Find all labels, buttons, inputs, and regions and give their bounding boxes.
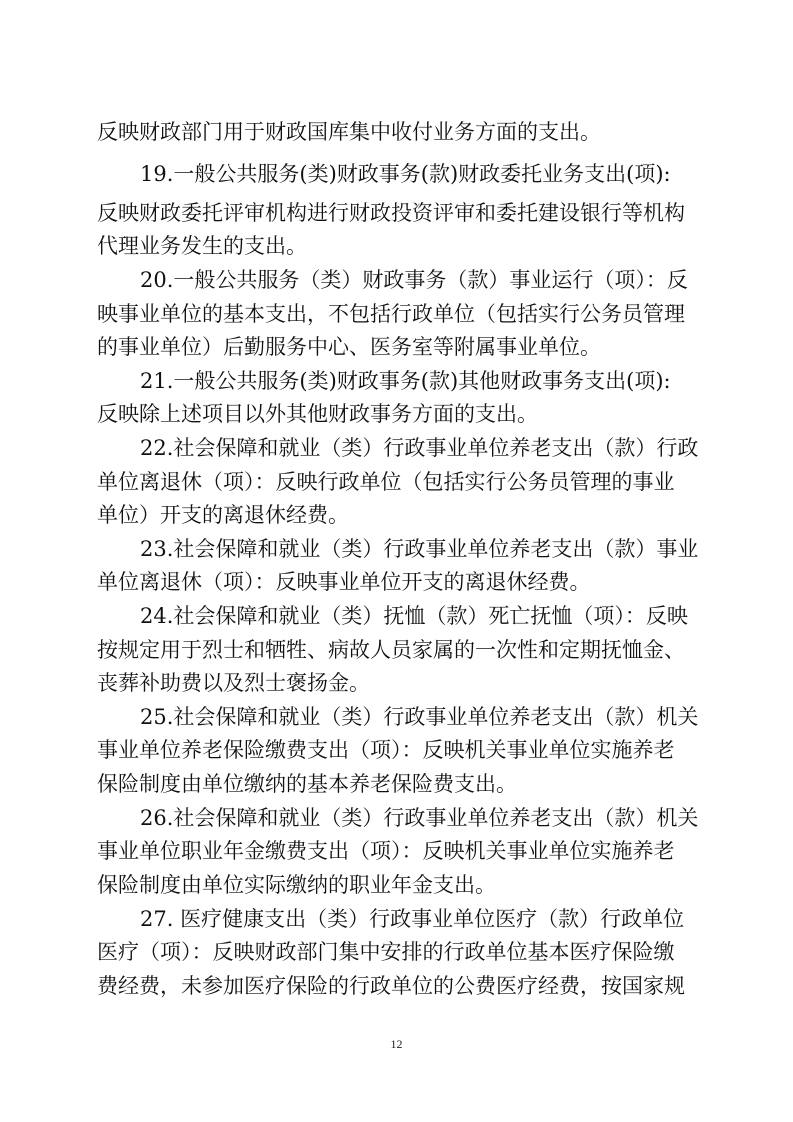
text-line: 保险制度由单位实际缴纳的职业年金支出。 [97,873,496,897]
text-line: 22.社会保障和就业（类）行政事业单位养老支出（款）行政 [140,436,699,460]
text-line: 事业单位职业年金缴费支出（项）：反映机关事业单位实施养老 [97,839,675,863]
text-line: 费经费，未参加医疗保险的行政单位的公费医疗经费，按国家规 [97,974,685,998]
text-line: 保险制度由单位缴纳的基本养老保险费支出。 [97,772,517,796]
text-line: 医疗（项）：反映财政部门集中安排的行政单位基本医疗保险缴 [97,940,675,964]
text-line: 26.社会保障和就业（类）行政事业单位养老支出（款）机关 [140,806,699,830]
text-line: 24.社会保障和就业（类）抚恤（款）死亡抚恤（项）：反映 [140,604,688,628]
text-line: 反映除上述项目以外其他财政事务方面的支出。 [97,402,538,426]
text-line: 按规定用于烈士和牺牲、病故人员家属的一次性和定期抚恤金、 [97,638,685,662]
text-line: 单位）开支的离退休经费。 [97,503,349,527]
text-line: 21.一般公共服务(类)财政事务(款)其他财政事务支出(项): [140,369,671,393]
text-line: 19.一般公共服务(类)财政事务(款)财政委托业务支出(项): [140,162,671,186]
text-line: 单位离退休（项）：反映事业单位开支的离退休经费。 [97,570,591,594]
text-line: 反映财政委托评审机构进行财政投资评审和委托建设银行等机构 [97,201,685,225]
text-line: 事业单位养老保险缴费支出（项）：反映机关事业单位实施养老 [97,738,675,762]
text-line: 25.社会保障和就业（类）行政事业单位养老支出（款）机关 [140,705,699,729]
text-line: 代理业务发生的支出。 [97,234,307,258]
text-line: 20.一般公共服务（类）财政事务（款）事业运行（项）：反 [140,268,688,292]
text-line: 23.社会保障和就业（类）行政事业单位养老支出（款）事业 [140,537,699,561]
page-number: 12 [390,1037,403,1051]
text-line: 映事业单位的基本支出，不包括行政单位（包括实行公务员管理 [97,302,685,326]
text-line: 27. 医疗健康支出（类）行政事业单位医疗（款）行政单位 [140,907,685,931]
text-line: 丧葬补助费以及烈士褒扬金。 [97,671,370,695]
text-line: 反映财政部门用于财政国库集中收付业务方面的支出。 [97,120,601,144]
text-line: 的事业单位）后勤服务中心、医务室等附属事业单位。 [97,335,601,359]
text-line: 单位离退休（项）：反映行政单位（包括实行公务员管理的事业 [97,470,675,494]
